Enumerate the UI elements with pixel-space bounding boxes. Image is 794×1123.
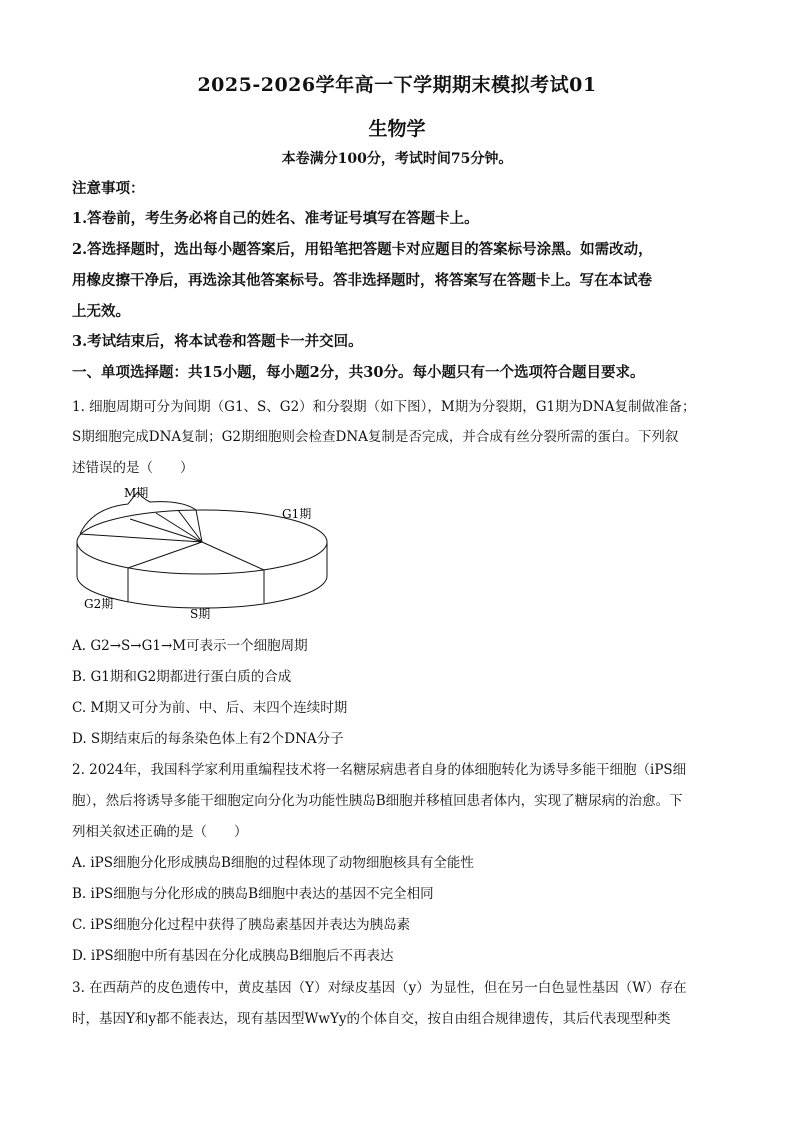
q1-option-b: B. G1期和G2期都进行蛋白质的合成 bbox=[72, 669, 292, 685]
notice-item-2-line-2: 用橡皮擦干净后，再选涂其他答案标号。答非选择题时，将答案写在答题卡上。写在本试卷 bbox=[72, 272, 652, 289]
subject-title: 生物学 bbox=[368, 118, 426, 140]
q1-stem-line-3: 述错误的是（ ） bbox=[72, 460, 194, 476]
section-heading: 一、单项选择题：共15小题，每小题2分，共30分。每小题只有一个选项符合题目要求。 bbox=[72, 364, 645, 381]
label-g1-phase: G1期 bbox=[282, 507, 312, 521]
q2-stem-line-3: 列相关叙述正确的是（ ） bbox=[72, 824, 248, 840]
q2-option-d: D. iPS细胞中所有基因在分化成胰岛B细胞后不再表达 bbox=[72, 948, 394, 964]
q1-option-d: D. S期结束后的每条染色体上有2个DNA分子 bbox=[72, 731, 344, 747]
label-m-phase: M期 bbox=[124, 486, 149, 500]
notice-item-3: 3.考试结束后，将本试卷和答题卡一并交回。 bbox=[72, 333, 363, 350]
q2-option-a: A. iPS细胞分化形成胰岛B细胞的过程体现了动物细胞核具有全能性 bbox=[72, 855, 474, 871]
q1-stem-line-2: S期细胞完成DNA复制；G2期细胞则会检查DNA复制是否完成，并合成有丝分裂所需的蛋白。下列叙 bbox=[72, 429, 679, 445]
q3-stem-line-1: 3. 在西葫芦的皮色遗传中，黄皮基因（Y）对绿皮基因（y）为显性，但在另一白色显性基因（W）存在 bbox=[72, 980, 687, 996]
q1-option-a: A. G2→S→G1→M可表示一个细胞周期 bbox=[72, 638, 308, 654]
q2-option-c: C. iPS细胞分化过程中获得了胰岛素基因并表达为胰岛素 bbox=[72, 917, 411, 933]
q2-stem-line-2: 胞），然后将诱导多能干细胞定向分化为功能性胰岛B细胞并移植回患者体内，实现了糖尿病的治愈。下 bbox=[72, 793, 683, 809]
q2-stem-line-1: 2. 2024年，我国科学家利用重编程技术将一名糖尿病患者自身的体细胞转化为诱导多能干细胞（iPS细 bbox=[72, 762, 687, 778]
exam-title: 2025-2026学年高一下学期期末模拟考试01 bbox=[197, 74, 597, 96]
label-g2-phase: G2期 bbox=[84, 597, 114, 611]
q3-stem-line-2: 时，基因Y和y都不能表达，现有基因型WwYy的个体自交，按自由组合规律遗传，其后代表现型种类 bbox=[72, 1011, 671, 1027]
q2-option-b: B. iPS细胞与分化形成的胰岛B细胞中表达的基因不完全相同 bbox=[72, 886, 434, 902]
cell-cycle-diagram bbox=[72, 484, 332, 624]
notice-item-1: 1.答卷前，考生务必将自己的姓名、准考证号填写在答题卡上。 bbox=[72, 210, 479, 227]
label-s-phase: S期 bbox=[190, 607, 211, 621]
notice-heading: 注意事项： bbox=[72, 180, 145, 197]
notice-item-2-line-1: 2.答选择题时，选出每小题答案后，用铅笔把答题卡对应题目的答案标号涂黑。如需改动， bbox=[72, 241, 653, 258]
notice-item-2-line-3: 上无效。 bbox=[72, 303, 130, 320]
q1-option-c: C. M期又可分为前、中、后、末四个连续时期 bbox=[72, 700, 348, 716]
score-time-note: 本卷满分100分，考试时间75分钟。 bbox=[281, 151, 513, 167]
q1-stem-line-1: 1. 细胞周期可分为间期（G1、S、G2）和分裂期（如下图），M期为分裂期，G1期为DNA复制做准备； bbox=[72, 399, 696, 415]
